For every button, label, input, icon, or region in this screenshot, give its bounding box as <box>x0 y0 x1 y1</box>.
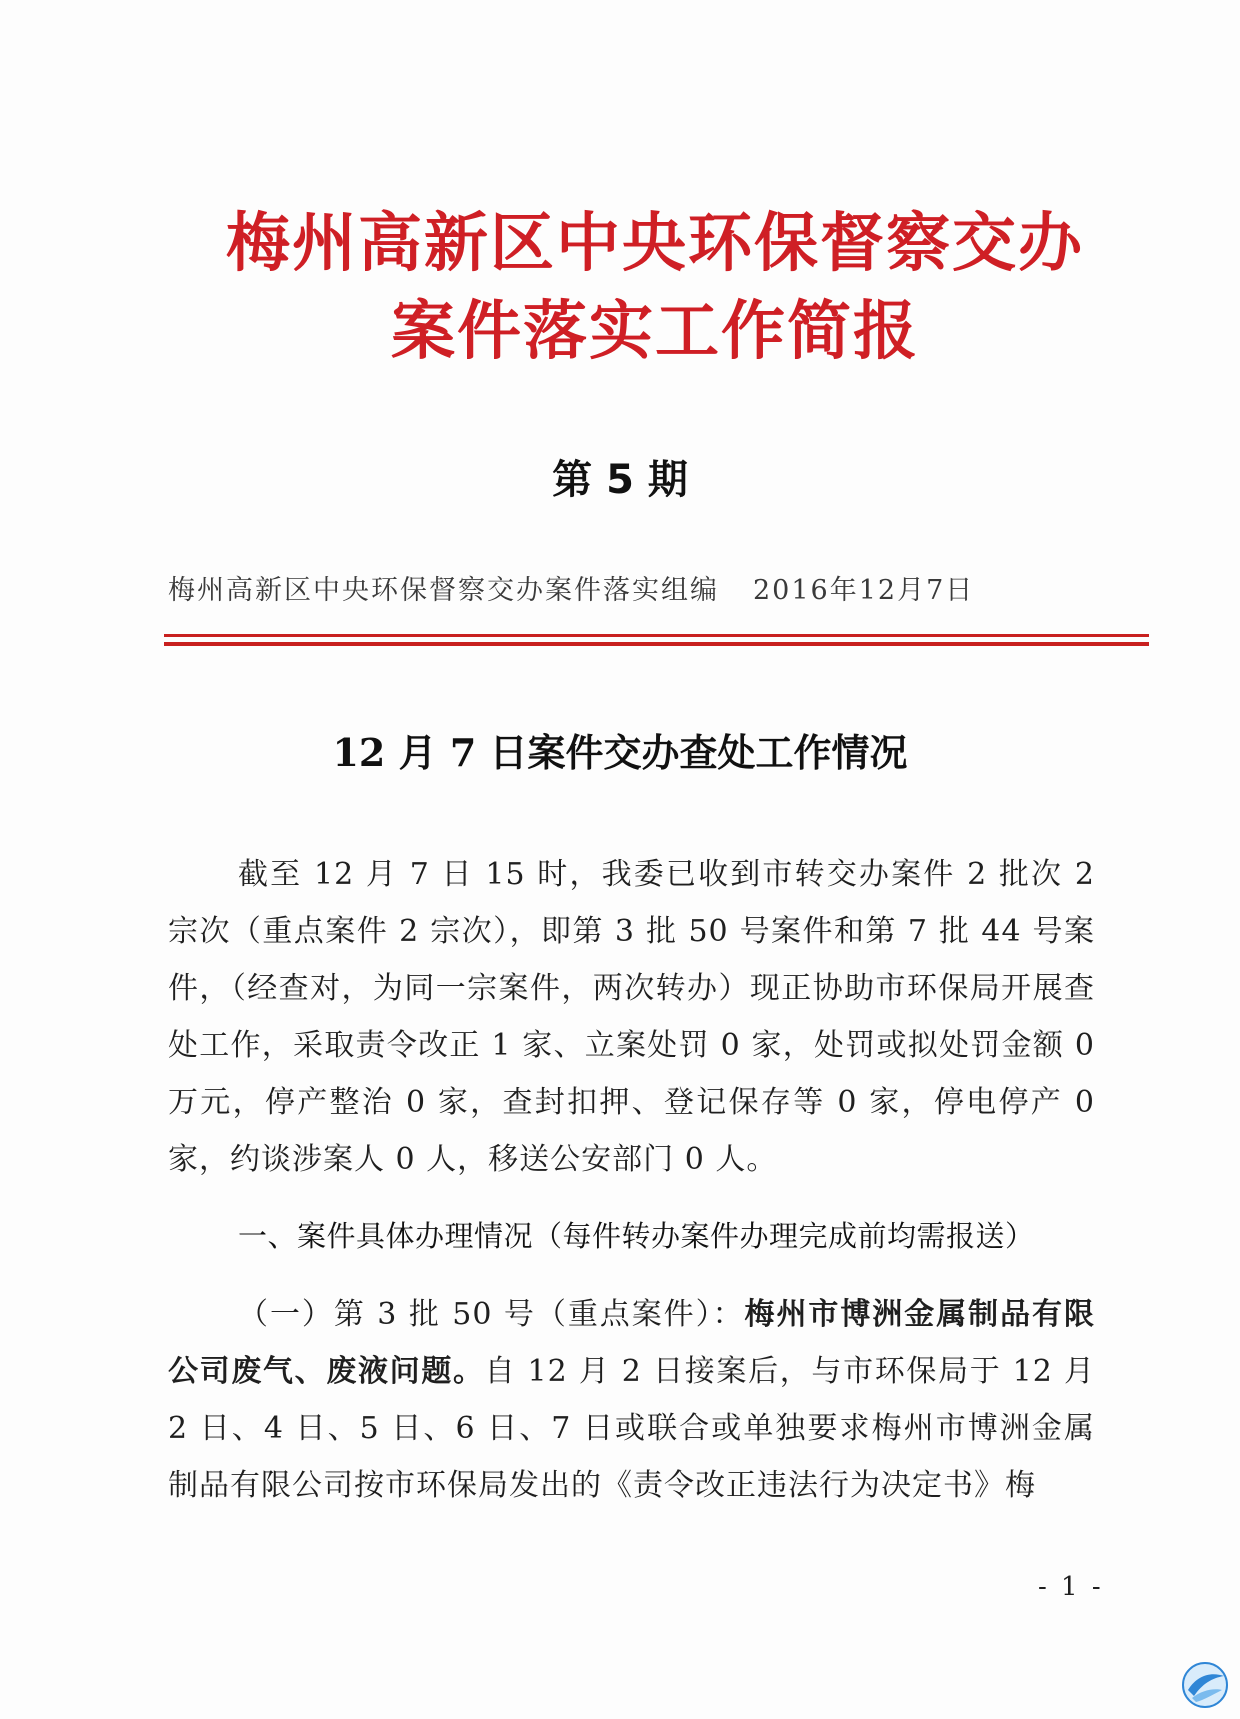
case-detail: 自 12 月 2 日接案后，与市环保局于 12 月 2 日、4 日、5 日、6 日、7 日或联合或单独要求梅州市博洲金属制品有限公司按市环保局发出的《责令改正违法行为决定书》梅 <box>168 1354 1095 1503</box>
compiler-line <box>168 568 974 607</box>
red-divider-thin <box>164 634 1149 637</box>
issue-number: 第 5 期 <box>552 457 688 503</box>
circular-blue-logo-icon <box>1180 1660 1230 1710</box>
page-number: - 1 - <box>1038 1572 1104 1602</box>
case-lead: （一）第 3 批 50 号（重点案件）： <box>238 1297 745 1332</box>
case-paragraph <box>168 1286 1095 1514</box>
article-headline: 12 月 7 日案件交办查处工作情况 <box>332 730 908 775</box>
document-title-line-1: 梅州高新区中央环保督察交办 <box>226 207 1084 281</box>
section-heading: 一、案件具体办理情况（每件转办案件办理完成前均需报送） <box>238 1219 1035 1253</box>
case-title: 梅州市博洲金属制品有限公司废气、废液问题。 <box>168 1297 1096 1389</box>
summary-paragraph: 截至 12 月 7 日 15 时，我委已收到市转交办案件 2 批次 2 宗次（重点案件 2 宗次），即第 3 批 50 号案件和第 7 批 44 号案件，（经查对，为同一宗案件，两次转办）现正协助市环保局开展查处工作，采取责令改正 1 家、立案处罚 0 家，处罚或拟处罚金额 0 万元，停产整治 0 家，查封扣押、登记保存等 0 家，停电停产 0 家，约谈涉案人 0 人，移送公安部门 0 人。 <box>168 857 1095 1177</box>
red-divider-thick <box>164 642 1149 646</box>
compiler-name: 梅州高新区中央环保督察交办案件落实组编 <box>168 575 719 606</box>
publish-date: 2016年12月7日 <box>753 575 975 606</box>
document-title-line-2: 案件落实工作简报 <box>391 295 919 369</box>
